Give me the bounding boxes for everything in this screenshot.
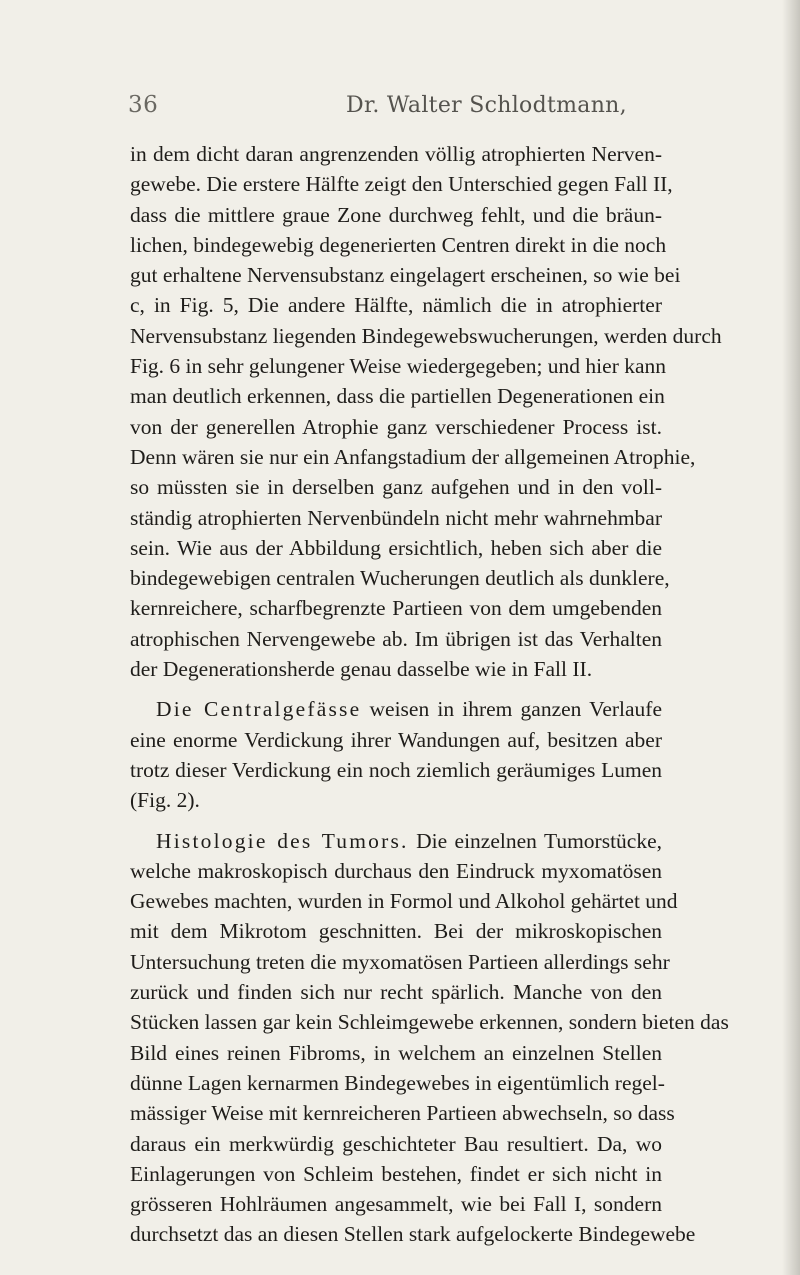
text-line: welche makroskopisch durchaus den Eindruck myxomatösen (130, 858, 662, 883)
text-line: Denn wären sie nur ein Anfangstadium der allgemeinen Atrophie, (130, 444, 696, 469)
text-line: gewebe. Die erstere Hälfte zeigt den Unterschied gegen Fall II, (130, 172, 673, 197)
text-line: von der generellen Atrophie ganz verschiedener Process ist. (130, 414, 662, 439)
text-line: Einlagerungen von Schleim bestehen, findet er sich nicht in (130, 1161, 662, 1186)
text-line: trotz dieser Verdickung ein noch ziemlich geräumiges Lumen (130, 757, 662, 782)
page-number: 36 (128, 92, 159, 118)
text-line: man deutlich erkennen, dass die partiellen Degenerationen ein (130, 384, 665, 409)
text-line: Bild eines reinen Fibroms, in welchem an einzelnen Stellen (130, 1040, 662, 1065)
text-line: (Fig. 2). (130, 788, 200, 813)
paragraph-histologie (130, 826, 729, 1250)
paragraph-centralgefaesse (130, 694, 662, 815)
text-line: eine enorme Verdickung ihrer Wandungen auf, besitzen aber (130, 727, 662, 752)
text-line: der Degenerationsherde genau dasselbe wie in Fall II. (130, 657, 593, 682)
text-line: grösseren Hohlräumen angesammelt, wie bei Fall I, sondern (130, 1192, 662, 1217)
text-line: so müssten sie in derselben ganz aufgehen und in den voll- (130, 475, 662, 500)
text-line: Nervensubstanz liegenden Bindegewebswucherungen, werden durch (130, 323, 722, 348)
running-head: Dr. Walter Schlodtmann, (346, 93, 627, 118)
page-edge-shadow (782, 0, 800, 1275)
text-line: in dem dicht daran angrenzenden völlig atrophierten Nerven- (130, 142, 662, 166)
section-heading-histologie: Histologie des Tumors. (156, 828, 409, 853)
text-line (130, 694, 662, 724)
text-line: dünne Lagen kernarmen Bindegewebes in eigentümlich regel- (130, 1070, 665, 1095)
text-line: sein. Wie aus der Abbildung ersichtlich, heben sich aber die (130, 535, 662, 560)
page-header (128, 92, 688, 122)
text-line (130, 826, 662, 856)
text-line: Stücken lassen gar kein Schleimgewebe erkennen, sondern bieten das (130, 1010, 729, 1035)
text-line: Gewebes machten, wurden in Formol und Alkohol gehärtet und (130, 889, 678, 914)
text-line: mit dem Mikrotom geschnitten. Bei der mikroskopischen (130, 919, 662, 944)
text-line: atrophischen Nervengewebe ab. Im übrigen ist das Verhalten (130, 626, 662, 651)
text-line: Fig. 6 in sehr gelungener Weise wiedergegeben; und hier kann (130, 354, 667, 379)
text-line: Untersuchung treten die myxomatösen Partieen allerdings sehr (130, 949, 670, 974)
text-line: daraus ein merkwürdig geschichteter Bau resultiert. Da, wo (130, 1131, 662, 1156)
text-line: gut erhaltene Nervensubstanz eingelagert erscheinen, so wie bei (130, 263, 681, 288)
text-line: ständig atrophierten Nervenbündeln nicht mehr wahrnehmbar (130, 505, 662, 530)
text-line: zurück und finden sich nur recht spärlich. Manche von den (130, 980, 662, 1005)
text-line: durchsetzt das an diesen Stellen stark aufgelockerte Bindegewebe (130, 1222, 696, 1247)
text-line: lichen, bindegewebig degenerierten Centren direkt in die noch (130, 232, 667, 257)
text-line: kernreichere, scharfbegrenzte Partieen von dem umgebenden (130, 596, 662, 621)
text-line: mässiger Weise mit kernreicheren Partieen abwechseln, so dass (130, 1101, 675, 1126)
text-line: c, in Fig. 5, Die andere Hälfte, nämlich die in atrophierter (130, 293, 662, 318)
text-line: bindegewebigen centralen Wucherungen deutlich als dunklere, (130, 566, 670, 591)
body-text (130, 139, 729, 1250)
text-fragment: weisen in ihrem ganzen Verlaufe (369, 697, 662, 722)
text-fragment: Die einzelnen Tumorstücke, (416, 828, 663, 853)
text-line: dass die mittlere graue Zone durchweg fehlt, und die bräun- (130, 202, 662, 227)
section-lead-centralgefaesse: Die Centralgefässe (156, 697, 362, 722)
paragraph-atrophy (130, 139, 722, 684)
